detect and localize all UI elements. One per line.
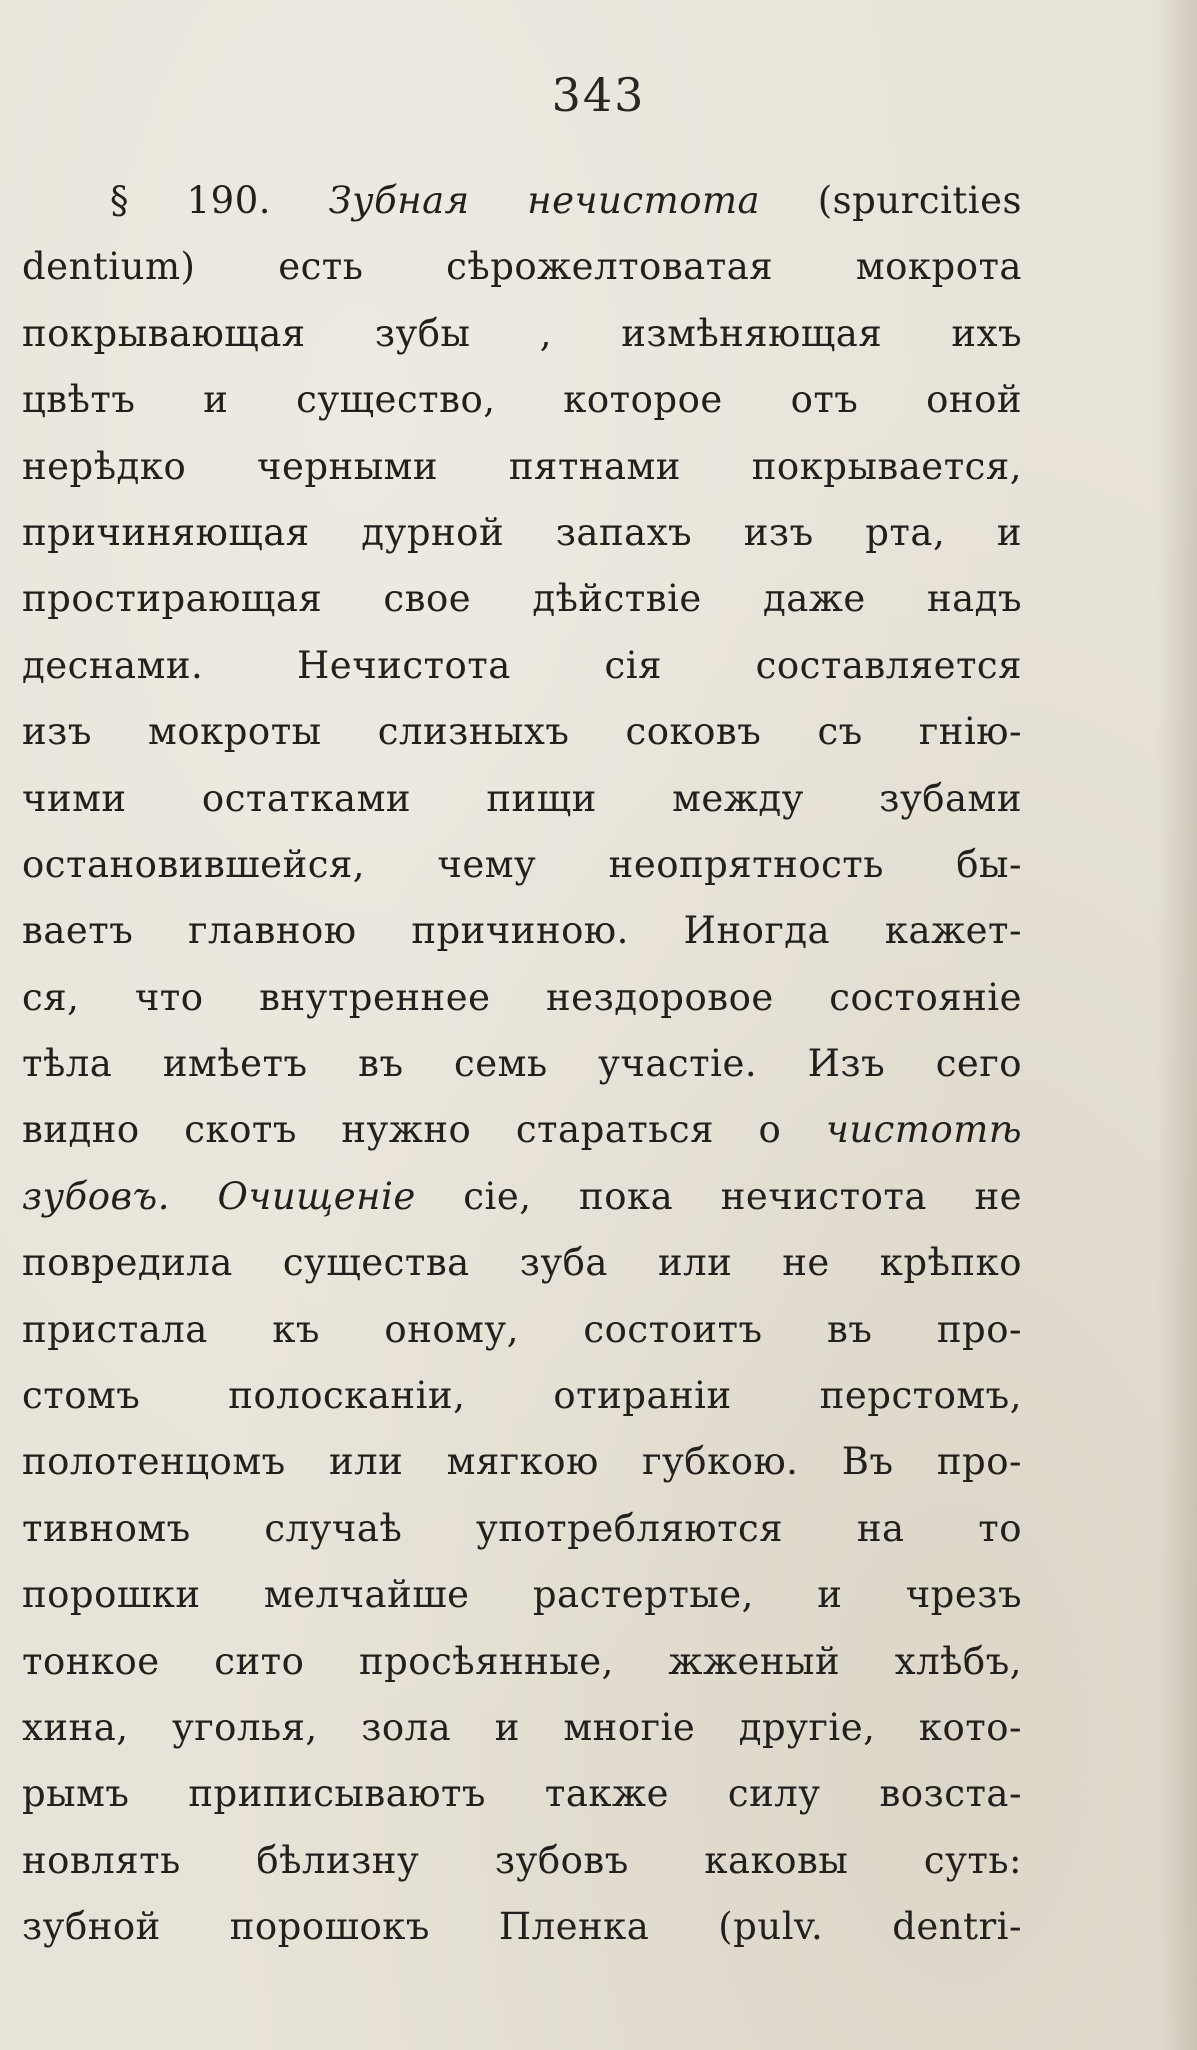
text-segment: причиняющая дурной запахъ изъ рта, и bbox=[22, 510, 1022, 554]
italic-text: Зубная нечистота bbox=[328, 179, 761, 222]
page-edge-shadow bbox=[1157, 0, 1197, 2050]
body-text bbox=[22, 168, 1022, 1961]
text-segment: нерѣдко черными пятнами покрывается, bbox=[22, 444, 1022, 488]
text-line bbox=[22, 1894, 1022, 1960]
text-segment: рымъ приписываютъ также силу возста- bbox=[22, 1772, 1022, 1816]
text-segment: ваетъ главною причиною. Иногда кажет- bbox=[22, 909, 1022, 953]
text-line bbox=[22, 301, 1022, 367]
text-segment: чими остатками пищи между зубами bbox=[22, 776, 1022, 820]
text-line bbox=[22, 566, 1022, 632]
text-line bbox=[22, 1562, 1022, 1628]
text-line bbox=[22, 1230, 1022, 1296]
text-line bbox=[22, 1828, 1022, 1894]
text-segment: (spurcities bbox=[760, 179, 1023, 222]
text-segment: новлять бѣлизну зубовъ каковы суть: bbox=[22, 1838, 1022, 1882]
text-segment: полотенцомъ или мягкою губкою. Въ про- bbox=[22, 1440, 1022, 1484]
text-line bbox=[22, 1629, 1022, 1695]
italic-text: чистотѣ bbox=[825, 1108, 1022, 1152]
text-line bbox=[22, 168, 1022, 234]
text-line bbox=[22, 699, 1022, 765]
text-line bbox=[22, 434, 1022, 500]
text-segment: покрывающая зубы , измѣняющая ихъ bbox=[22, 311, 1022, 355]
text-segment: тонкое сито просѣянные, жженый хлѣбъ, bbox=[22, 1639, 1022, 1683]
text-line bbox=[22, 1097, 1022, 1163]
text-segment: видно скотъ нужно стараться о bbox=[22, 1108, 826, 1152]
text-segment: § 190. bbox=[110, 179, 329, 222]
text-segment: повредила существа зуба или не крѣпко bbox=[22, 1241, 1022, 1285]
text-line bbox=[22, 1695, 1022, 1761]
text-line bbox=[22, 1496, 1022, 1562]
text-line bbox=[22, 234, 1022, 300]
text-line bbox=[22, 1429, 1022, 1495]
page-number: 343 bbox=[551, 68, 646, 122]
text-segment: простирающая свое дѣйствіе даже надъ bbox=[22, 577, 1022, 621]
text-segment: зубной порошокъ Пленка (pulv. dentri- bbox=[22, 1905, 1022, 1949]
text-line bbox=[22, 633, 1022, 699]
text-segment: тѣла имѣетъ въ семь участіе. Изъ сего bbox=[22, 1042, 1022, 1086]
text-line bbox=[22, 832, 1022, 898]
text-line bbox=[22, 965, 1022, 1031]
text-line bbox=[22, 766, 1022, 832]
text-line bbox=[22, 1363, 1022, 1429]
text-segment: цвѣтъ и существо, которое отъ оной bbox=[22, 378, 1022, 422]
text-segment: порошки мелчайше растертые, и чрезъ bbox=[22, 1573, 1022, 1617]
text-line bbox=[22, 500, 1022, 566]
text-segment: хина, уголья, зола и многіе другіе, кото- bbox=[22, 1705, 1022, 1749]
text-line bbox=[22, 1031, 1022, 1097]
text-segment: dentium) есть сѣрожелтоватая мокрота bbox=[22, 245, 1022, 289]
text-line bbox=[22, 1761, 1022, 1827]
text-line bbox=[22, 367, 1022, 433]
text-segment: тивномъ случаѣ употребляются на то bbox=[22, 1506, 1022, 1550]
text-line bbox=[22, 1297, 1022, 1363]
text-segment: остановившейся, чему неопрятность бы- bbox=[22, 842, 1022, 886]
italic-text: зубовъ. Очищеніе bbox=[22, 1174, 416, 1218]
text-segment: изъ мокроты слизныхъ соковъ съ гнію- bbox=[22, 710, 1022, 754]
text-segment: деснами. Нечистота сія составляется bbox=[22, 643, 1022, 687]
text-segment: сіе, пока нечистота не bbox=[415, 1174, 1022, 1218]
text-segment: пристала къ оному, состоитъ въ про- bbox=[22, 1307, 1022, 1351]
text-line bbox=[22, 1164, 1022, 1230]
text-segment: стомъ полосканіи, отираніи перстомъ, bbox=[22, 1374, 1022, 1418]
text-segment: ся, что внутреннее нездоровое состояніе bbox=[22, 975, 1022, 1019]
text-line bbox=[22, 898, 1022, 964]
